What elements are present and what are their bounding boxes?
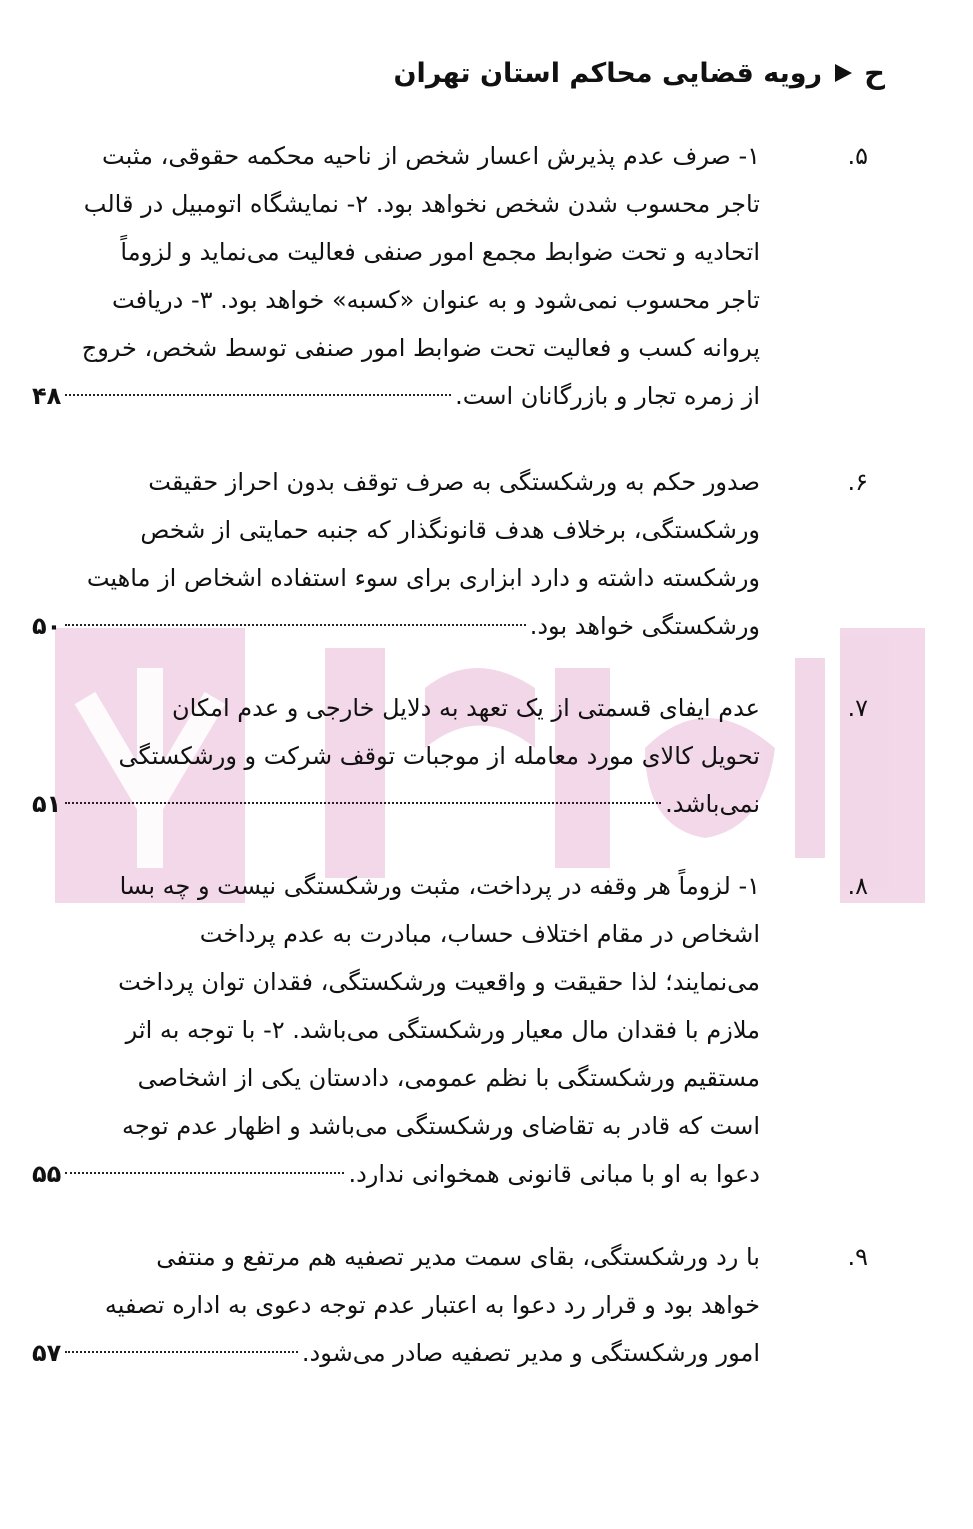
dot-leader: [65, 1351, 298, 1353]
dot-leader: [65, 802, 661, 804]
last-line: [32, 1150, 760, 1198]
text-line: ملازم با فقدان مال معیار ورشکستگی می‌باشد. ۲- با توجه به اثر: [125, 1016, 760, 1044]
text-line: خواهد بود و قرار رد دعوا به اعتبار عدم توجه دعوی به اداره تصفیه: [104, 1291, 760, 1319]
last-line: [32, 1329, 760, 1377]
text-line: دعوا به او با مبانی قانونی همخوانی ندارد.: [348, 1160, 760, 1188]
text-line: تاجر محسوب نمی‌شود و به عنوان «کسبه» خواهد بود. ۳- دریافت: [112, 286, 760, 314]
entry-text: [32, 132, 760, 420]
dot-leader: [65, 1172, 344, 1174]
page-number: ۵۵: [32, 1160, 62, 1188]
text-line: اتحادیه و تحت ضوابط مجمع امور صنفی فعالیت می‌نماید و لزوماً: [120, 238, 760, 266]
text-line: ورشکستگی، برخلاف هدف قانونگذار که جنبه حمایتی از شخص: [140, 516, 760, 544]
text-line: با رد ورشکستگی، بقای سمت مدیر تصفیه هم مرتفع و منتفی: [156, 1243, 760, 1271]
last-line: [32, 372, 760, 420]
text-line: تحویل کالای مورد معامله از موجبات توقف شرکت و ورشکستگی: [118, 742, 760, 770]
entry-text: [32, 1233, 760, 1377]
entry-number: ۷.: [847, 694, 868, 722]
text-line: ۱- صرف عدم پذیرش اعسار شخص از ناحیه محکمه حقوقی، مثبت: [102, 142, 760, 170]
dot-leader: [65, 394, 451, 396]
entry-number: ۶.: [847, 468, 868, 496]
page-number: ۵۷: [32, 1339, 62, 1367]
text-line: ورشکسته داشته و دارد ابزاری برای سوء استفاده اشخاص از ماهیت: [86, 564, 760, 592]
entry-text: [32, 458, 760, 650]
chapter-title: رویه قضایی محاکم استان تهران: [393, 57, 823, 89]
text-line: عدم ایفای قسمتی از یک تعهد به دلایل خارجی و عدم امکان: [171, 694, 760, 722]
entry-text: [32, 862, 760, 1198]
page-number: ۴۸: [32, 382, 62, 410]
chapter-header: [394, 56, 885, 90]
last-line: [32, 780, 760, 828]
text-line: از زمره تجار و بازرگانان است.: [455, 382, 760, 410]
text-line: ۱- لزوماً هر وقفه در پرداخت، مثبت ورشکستگی نیست و چه بسا: [119, 872, 760, 900]
text-line: صدور حکم به ورشکستگی به صرف توقف بدون احراز حقیقت: [148, 468, 760, 496]
text-line: ورشکستگی خواهد بود.: [529, 612, 760, 640]
entry-number: ۸.: [847, 872, 868, 900]
text-line: مستقیم ورشکستگی با نظم عمومی، دادستان یکی از اشخاصی: [137, 1064, 760, 1092]
section-letter: ح: [864, 56, 885, 90]
text-line: امور ورشکستگی و مدیر تصفیه صادر می‌شود.: [301, 1339, 760, 1367]
text-line: اشخاص در مقام اختلاف حساب، مبادرت به عدم پرداخت: [199, 920, 760, 948]
last-line: [32, 602, 760, 650]
text-line: است که قادر به تقاضای ورشکستگی می‌باشد و اظهار عدم توجه: [121, 1112, 760, 1140]
text-line: می‌نمایند؛ لذا حقیقت و واقعیت ورشکستگی، فقدان توان پرداخت: [118, 968, 760, 996]
text-line: تاجر محسوب شدن شخص نخواهد بود. ۲- نمایشگاه اتومبیل در قالب: [83, 190, 760, 218]
entry-number: ۵.: [847, 142, 868, 170]
text-line: پروانه کسب و فعالیت تحت ضوابط امور صنفی توسط شخص، خروج: [81, 334, 760, 362]
page-number: ۵۰: [32, 612, 62, 640]
text-line: نمی‌باشد.: [665, 790, 760, 818]
triangle-right-icon: [832, 62, 854, 84]
page-number: ۵۱: [32, 790, 62, 818]
entry-number: ۹.: [847, 1243, 868, 1271]
entry-text: [32, 684, 760, 828]
dot-leader: [65, 624, 525, 626]
